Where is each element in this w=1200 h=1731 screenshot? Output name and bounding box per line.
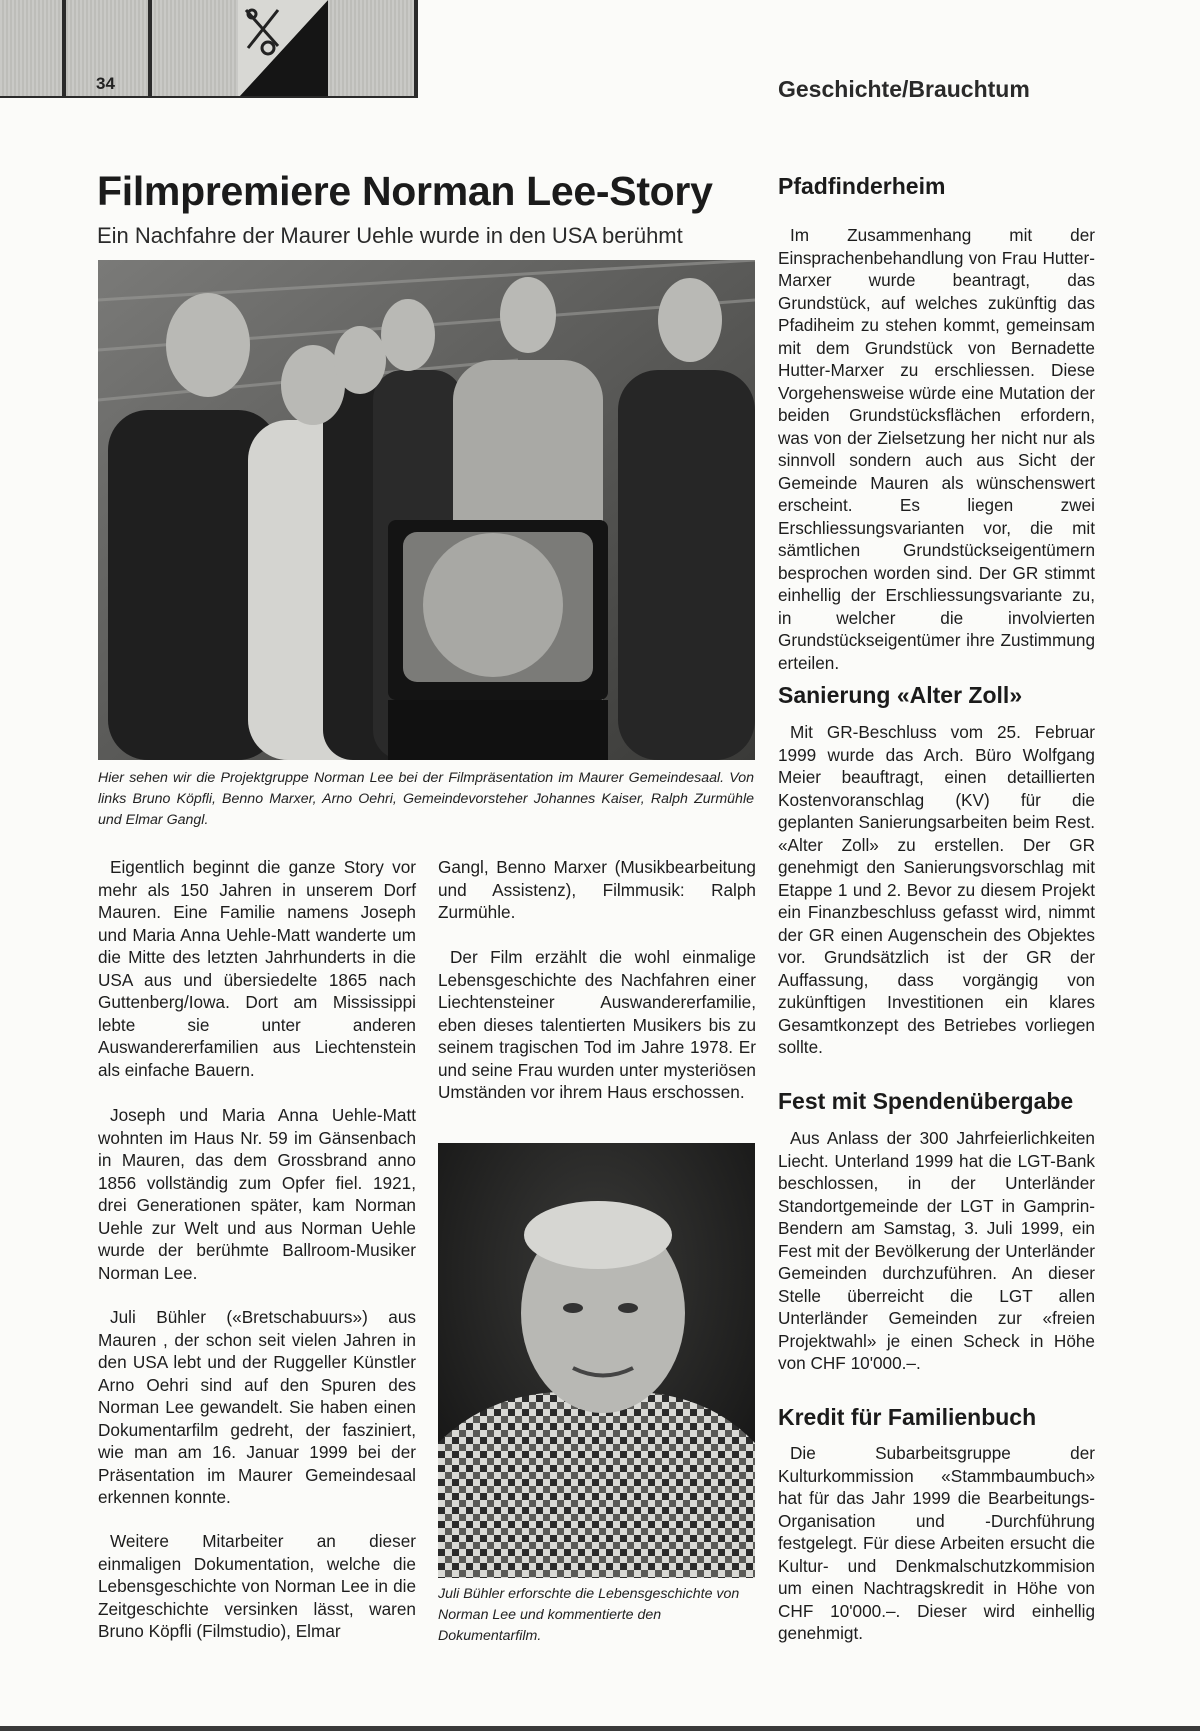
article-subtitle: Ein Nachfahre der Maurer Uehle wurde in den USA berühmt: [97, 223, 683, 248]
article-paragraph: Gangl, Benno Marxer (Musikbearbeitung und Assistenz), Filmmusik: Ralph Zurmühle.: [438, 857, 756, 922]
group-photo: [98, 260, 755, 760]
article-paragraph: Eigentlich beginnt die ganze Story vor mehr als 150 Jahren in unserem Dorf Mauren. Eine Familie namens Joseph und Maria Anna Uehle-Matt wanderte um die Mitte des letzten Jahrhunderts in die USA aus und übersiedelte 1865 nach Guttenberg/Iowa. Dort am Mississippi lebte sie unter anderen Auswandererfamilien aus Liechtenstein als einfache Bauern.: [98, 857, 416, 1080]
article-paragraph: Der Film erzählt die wohl einmalige Lebensgeschichte des Nachfahren einer Liechtensteiner Auswandererfamilie, eben dieses talentierten Musikers bis zu seinem tragischen Tod im Jahre 1978. Er und seine Frau wurden unter mysteriösen Umständen vor ihrem Haus erschossen.: [438, 947, 756, 1102]
header-line: [0, 96, 418, 98]
group-photo-caption: Hier sehen wir die Projektgruppe Norman Lee bei der Filmpräsentation im Maurer Gemeindesaal. Von links Bruno Köpfli, Benno Marxer, Arno Oehri, Gemeindevorsteher Johannes Kaiser, Ralph Zurmühle und Elmar Gangl.: [98, 770, 754, 828]
sidebar-heading: Kredit für Familienbuch: [778, 1404, 1037, 1430]
portrait-photo-caption: Juli Bühler erforschte die Lebensgeschichte von Norman Lee und kommentierte den Dokumentarfilm.: [438, 1586, 740, 1644]
article-paragraph: Weitere Mitarbeiter an dieser einmaligen Dokumentation, welche die Lebensgeschichte von Norman Lee in die Zeitgeschichte versinken lässt, waren Bruno Köpfli (Filmstudio), Elmar: [98, 1531, 416, 1641]
page-number: 34: [96, 74, 115, 93]
sidebar-paragraph: Mit GR-Beschluss vom 25. Februar 1999 wurde das Arch. Büro Wolfgang Meier beauftragt, einen detaillierten Kostenvoranschlag (KV) für die geplanten Sanierungsarbeiten beim Rest. «Alter Zoll» zu erstellen. Der GR genehmigt den Sanierungsvorschlag mit Etappe 1 und 2. Bevor zu diesem Projekt ein Finanzbeschluss gefasst wird, nimmt der GR einen Augenschein des Objektes vor. Grundsätzlich ist der GR der Auffassung, dass vorgängig von zukünftigen Investitionen ein klares Gesamtkonzept des Betriebes vorliegen sollte.: [778, 722, 1095, 1057]
header-rule: [414, 0, 418, 98]
header-rule: [148, 0, 152, 98]
portrait-photo: [438, 1143, 755, 1578]
sidebar-heading: Pfadfinderheim: [778, 173, 946, 199]
header-band: [0, 0, 418, 98]
sidebar-heading: Fest mit Spendenübergabe: [778, 1088, 1074, 1114]
sidebar-paragraph: Die Subarbeitsgruppe der Kulturkommission «Stammbaumbuch» hat für das Jahr 1999 die Bearbeitungs-Organisation und -Durchführung festgelegt. Für diese Arbeiten ersucht die Kultur- und Denkmalschutzkommision um einen Nachtragskredit in Höhe von CHF 10'000.–. Dieser wird einhellig genehmigt.: [778, 1443, 1095, 1643]
page-bottom-edge: [0, 1726, 1200, 1731]
sidebar-paragraph: Im Zusammenhang mit der Einsprachenbehandlung von Frau Hutter-Marxer wurde beantragt, das Grundstück, auf welches zukünftig das Pfadiheim zu stehen kommt, gemeinsam mit dem Grundstück von Bernadette Hutter-Marxer zu erschliessen. Diese Vorgehensweise würde eine Mutation der beiden Grundstücksflächen erfordern, was von der Zielsetzung her nicht nur als sinnvoll sondern auch aus Sicht der Gemeinde Mauren als wünschenswert erscheint. Es liegen zwei Erschliessungsvarianten vor, die mit sämtlichen Grundstückseigentümern besprochen worden sind. Der GR stimmt einhellig der Erschliessungsvariante zu, in welcher die involvierten Grundstückseigentümer ihre Zustimmung erteilen.: [778, 225, 1095, 673]
sidebar-paragraph: Aus Anlass der 300 Jahrfeierlichkeiten Liecht. Unterland 1999 hat die LGT-Bank beschlossen, in der Unterländer Standortgemeinde der LGT in Gamprin-Bendern am Samstag, 3. Juli 1999, ein Fest mit der Bevölkerung der Unterländer Gemeinden durchzuführen. An dieser Stelle überreicht die LGT allen Unterländer Gemeinden zur «freien Projektwahl» je einen Scheck in Höhe von CHF 10'000.–.: [778, 1128, 1095, 1373]
article-title: Filmpremiere Norman Lee-Story: [97, 168, 713, 214]
sidebar-heading: Sanierung «Alter Zoll»: [778, 682, 1023, 708]
section-label: Geschichte/Brauchtum: [778, 76, 1030, 102]
crest-logo: [238, 0, 328, 98]
article-paragraph: Joseph und Maria Anna Uehle-Matt wohnten im Haus Nr. 59 im Gänsenbach in Mauren, das dem Grossbrand anno 1856 vollständig zum Opfer fiel. 1921, drei Generationen später, kam Norman Uehle zur Welt und aus Norman Uehle wurde der berühmte Ballroom-Musiker Norman Lee.: [98, 1105, 416, 1283]
header-rule: [62, 0, 66, 98]
article-paragraph: Juli Bühler («Bretschabuurs») aus Mauren , der schon seit vielen Jahren in den USA lebt und der Ruggeller Künstler Arno Oehri sind auf den Spuren des Norman Lee gewandelt. Sie haben einen Dokumentarfilm gedreht, der fasziniert, wie man am 16. Januar 1999 bei der Präsentation im Maurer Gemeindesaal erkennen konnte.: [98, 1307, 416, 1507]
